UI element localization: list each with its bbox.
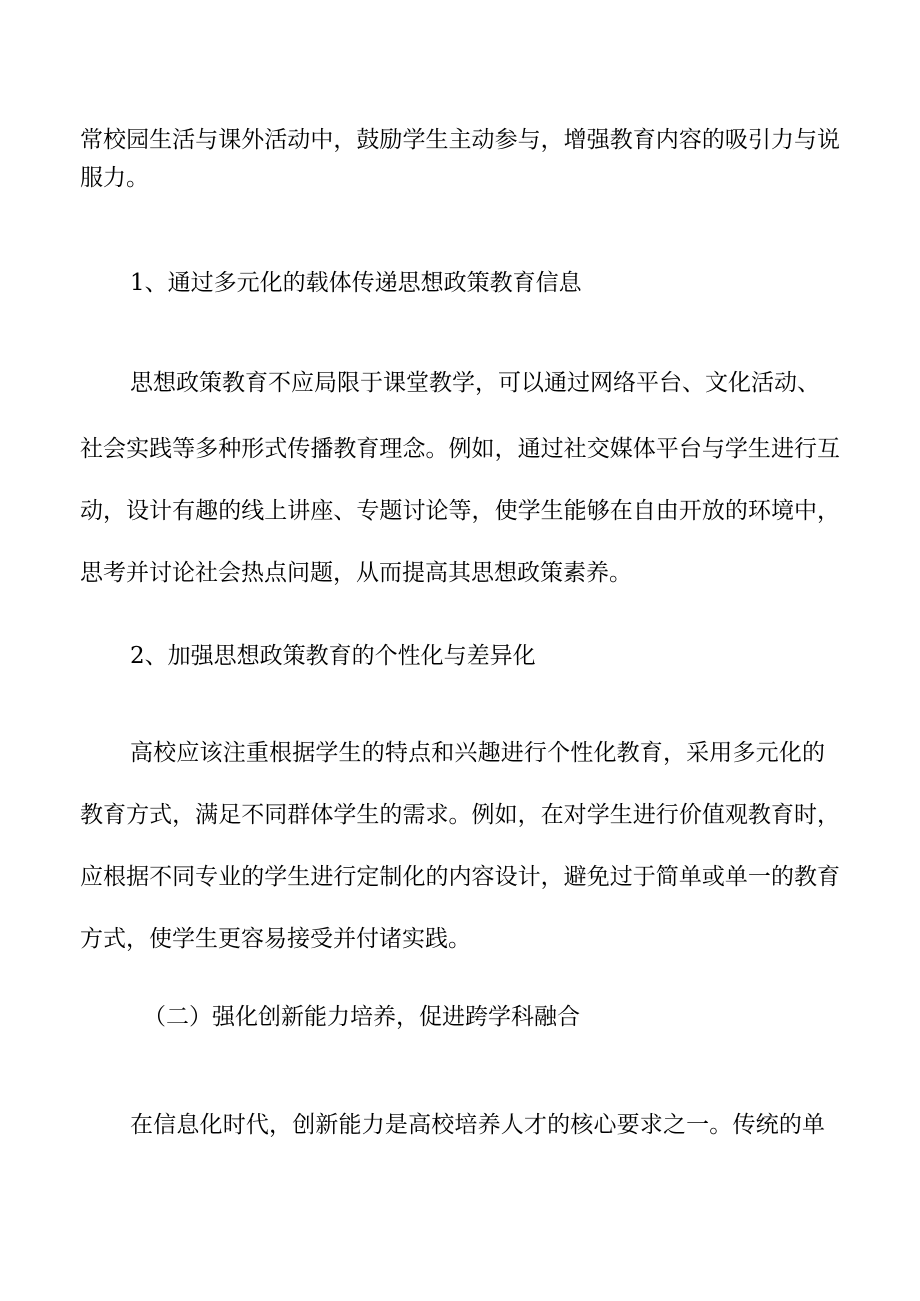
paragraph-line: 服力。 [80, 165, 149, 191]
paragraph-line: 动，设计有趣的线上讲座、专题讨论等，使学生能够在自由开放的环境中， [80, 498, 840, 524]
section-heading: 1、通过多元化的载体传递思想政策教育信息 [130, 270, 582, 296]
section-heading: 2、加强思想政策教育的个性化与差异化 [130, 643, 536, 669]
paragraph-line: 方式，使学生更容易接受并付诸实践。 [80, 926, 471, 952]
paragraph-line: 在信息化时代，创新能力是高校培养人才的核心要求之一。传统的单 [130, 1112, 825, 1138]
section-heading: （二）强化创新能力培养，促进跨学科融合 [143, 1004, 580, 1030]
paragraph-line: 思想政策教育不应局限于课堂教学，可以通过网络平台、文化活动、 [130, 370, 820, 396]
paragraph-line: 应根据不同专业的学生进行定制化的内容设计，避免过于简单或单一的教育 [80, 864, 840, 890]
paragraph-line: 社会实践等多种形式传播教育理念。例如，通过社交媒体平台与学生进行互 [80, 436, 840, 462]
paragraph-line: 常校园生活与课外活动中，鼓励学生主动参与，增强教育内容的吸引力与说 [80, 127, 840, 153]
paragraph-line: 高校应该注重根据学生的特点和兴趣进行个性化教育，采用多元化的 [130, 740, 825, 766]
paragraph-line: 思考并讨论社会热点问题，从而提高其思想政策素养。 [80, 560, 632, 586]
paragraph-line: 教育方式，满足不同群体学生的需求。例如，在对学生进行价值观教育时， [80, 802, 840, 828]
